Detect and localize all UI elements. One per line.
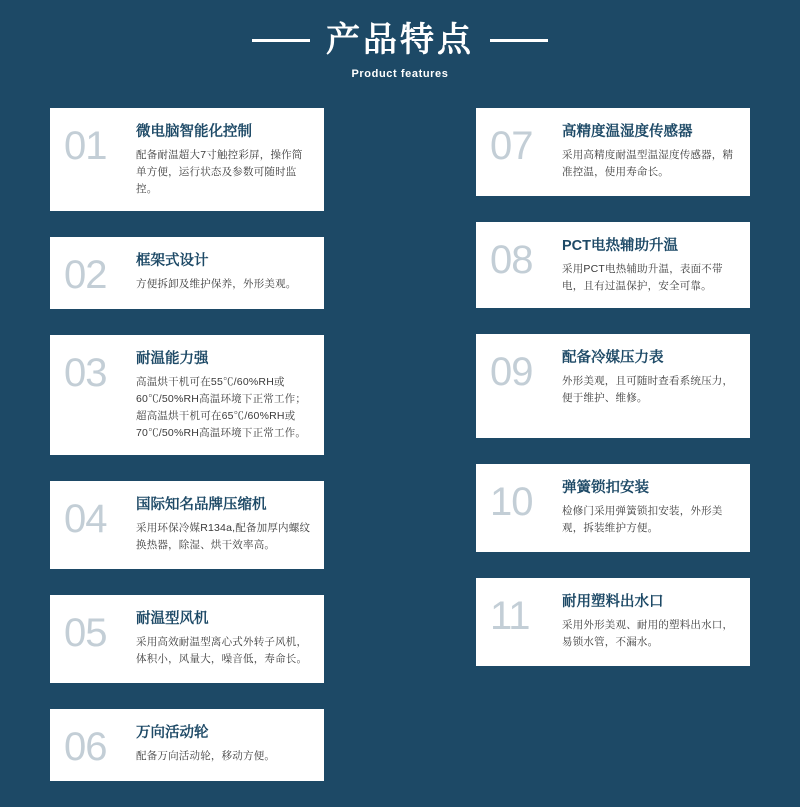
feature-card (50, 595, 324, 683)
feature-title: PCT电热辅助升温 (562, 238, 678, 255)
feature-card (50, 108, 324, 211)
feature-description: 检修门采用弹簧锁扣安装，外形美观，拆装维护方便。 (562, 505, 723, 535)
page-header (0, 0, 800, 80)
feature-description: 配备耐温超大7寸触控彩屏，操作简单方便，运行状态及参数可随时监控。 (136, 149, 303, 196)
features-column-left (50, 108, 324, 807)
feature-body (562, 591, 738, 651)
feature-card (50, 237, 324, 309)
feature-title: 框架式设计 (136, 253, 209, 270)
feature-card (476, 464, 750, 552)
feature-title: 配备冷媒压力表 (562, 350, 664, 367)
feature-body (136, 608, 312, 668)
feature-description: 采用PCT电热辅助升温，表面不带电，且有过温保护，安全可靠。 (562, 263, 723, 293)
feature-body (136, 494, 312, 554)
features-column-right (476, 108, 750, 692)
feature-description: 采用环保冷媒R134a,配备加厚内螺纹换热器，除湿、烘干效率高。 (136, 521, 311, 551)
title-rule-right (490, 39, 548, 42)
feature-number: 07 (490, 124, 533, 169)
feature-body (136, 121, 312, 198)
feature-title: 高精度温湿度传感器 (562, 124, 693, 141)
feature-number: 06 (64, 725, 107, 770)
feature-card (50, 709, 324, 781)
title-row (0, 22, 800, 59)
feature-card (476, 108, 750, 196)
feature-number: 01 (64, 124, 107, 169)
feature-number: 11 (490, 594, 530, 639)
feature-title: 耐温能力强 (136, 351, 209, 368)
feature-body (562, 347, 738, 407)
feature-title: 国际知名品牌压缩机 (136, 497, 267, 514)
feature-title: 弹簧锁扣安装 (562, 480, 649, 497)
feature-title: 微电脑智能化控制 (136, 124, 252, 141)
page-title: 产品特点 (326, 21, 474, 59)
feature-body (562, 121, 738, 181)
feature-body (136, 722, 312, 765)
feature-description: 采用外形美观、耐用的塑料出水口，易锁水管，不漏水。 (562, 619, 734, 649)
feature-card (476, 578, 750, 666)
feature-title: 耐用塑料出水口 (562, 594, 664, 611)
feature-number: 05 (64, 611, 107, 656)
feature-title: 万向活动轮 (136, 725, 209, 742)
feature-number: 08 (490, 238, 533, 283)
features-grid (50, 108, 750, 807)
feature-description: 配备万向活动轮，移动方便。 (136, 749, 276, 762)
feature-card (50, 481, 324, 569)
feature-body (136, 348, 312, 442)
feature-body (562, 235, 738, 295)
feature-description: 方便拆卸及维护保养，外形美观。 (136, 278, 297, 291)
feature-description: 外形美观，且可随时查看系统压力，便于维护、维修。 (562, 375, 734, 405)
feature-body (136, 250, 312, 293)
feature-body (562, 477, 738, 537)
feature-number: 03 (64, 351, 107, 396)
feature-number: 02 (64, 253, 107, 298)
feature-card (476, 334, 750, 438)
feature-number: 10 (490, 480, 533, 525)
page-subtitle: Product features (351, 68, 449, 81)
feature-description: 采用高效耐温型离心式外转子风机，体积小，风量大，噪音低，寿命长。 (136, 635, 308, 665)
feature-number: 09 (490, 350, 533, 395)
feature-description: 高温烘干机可在55℃/60%RH或60℃/50%RH高温环境下正常工作；超高温烘干机可在65℃/60%RH或70℃/50%RH高温环境下正常工作。 (136, 376, 307, 440)
feature-title: 耐温型风机 (136, 611, 209, 628)
feature-number: 04 (64, 497, 107, 542)
feature-card (50, 335, 324, 455)
title-rule-left (252, 39, 310, 42)
feature-description: 采用高精度耐温型温湿度传感器，精准控温，使用寿命长。 (562, 149, 734, 179)
feature-card (476, 222, 750, 308)
